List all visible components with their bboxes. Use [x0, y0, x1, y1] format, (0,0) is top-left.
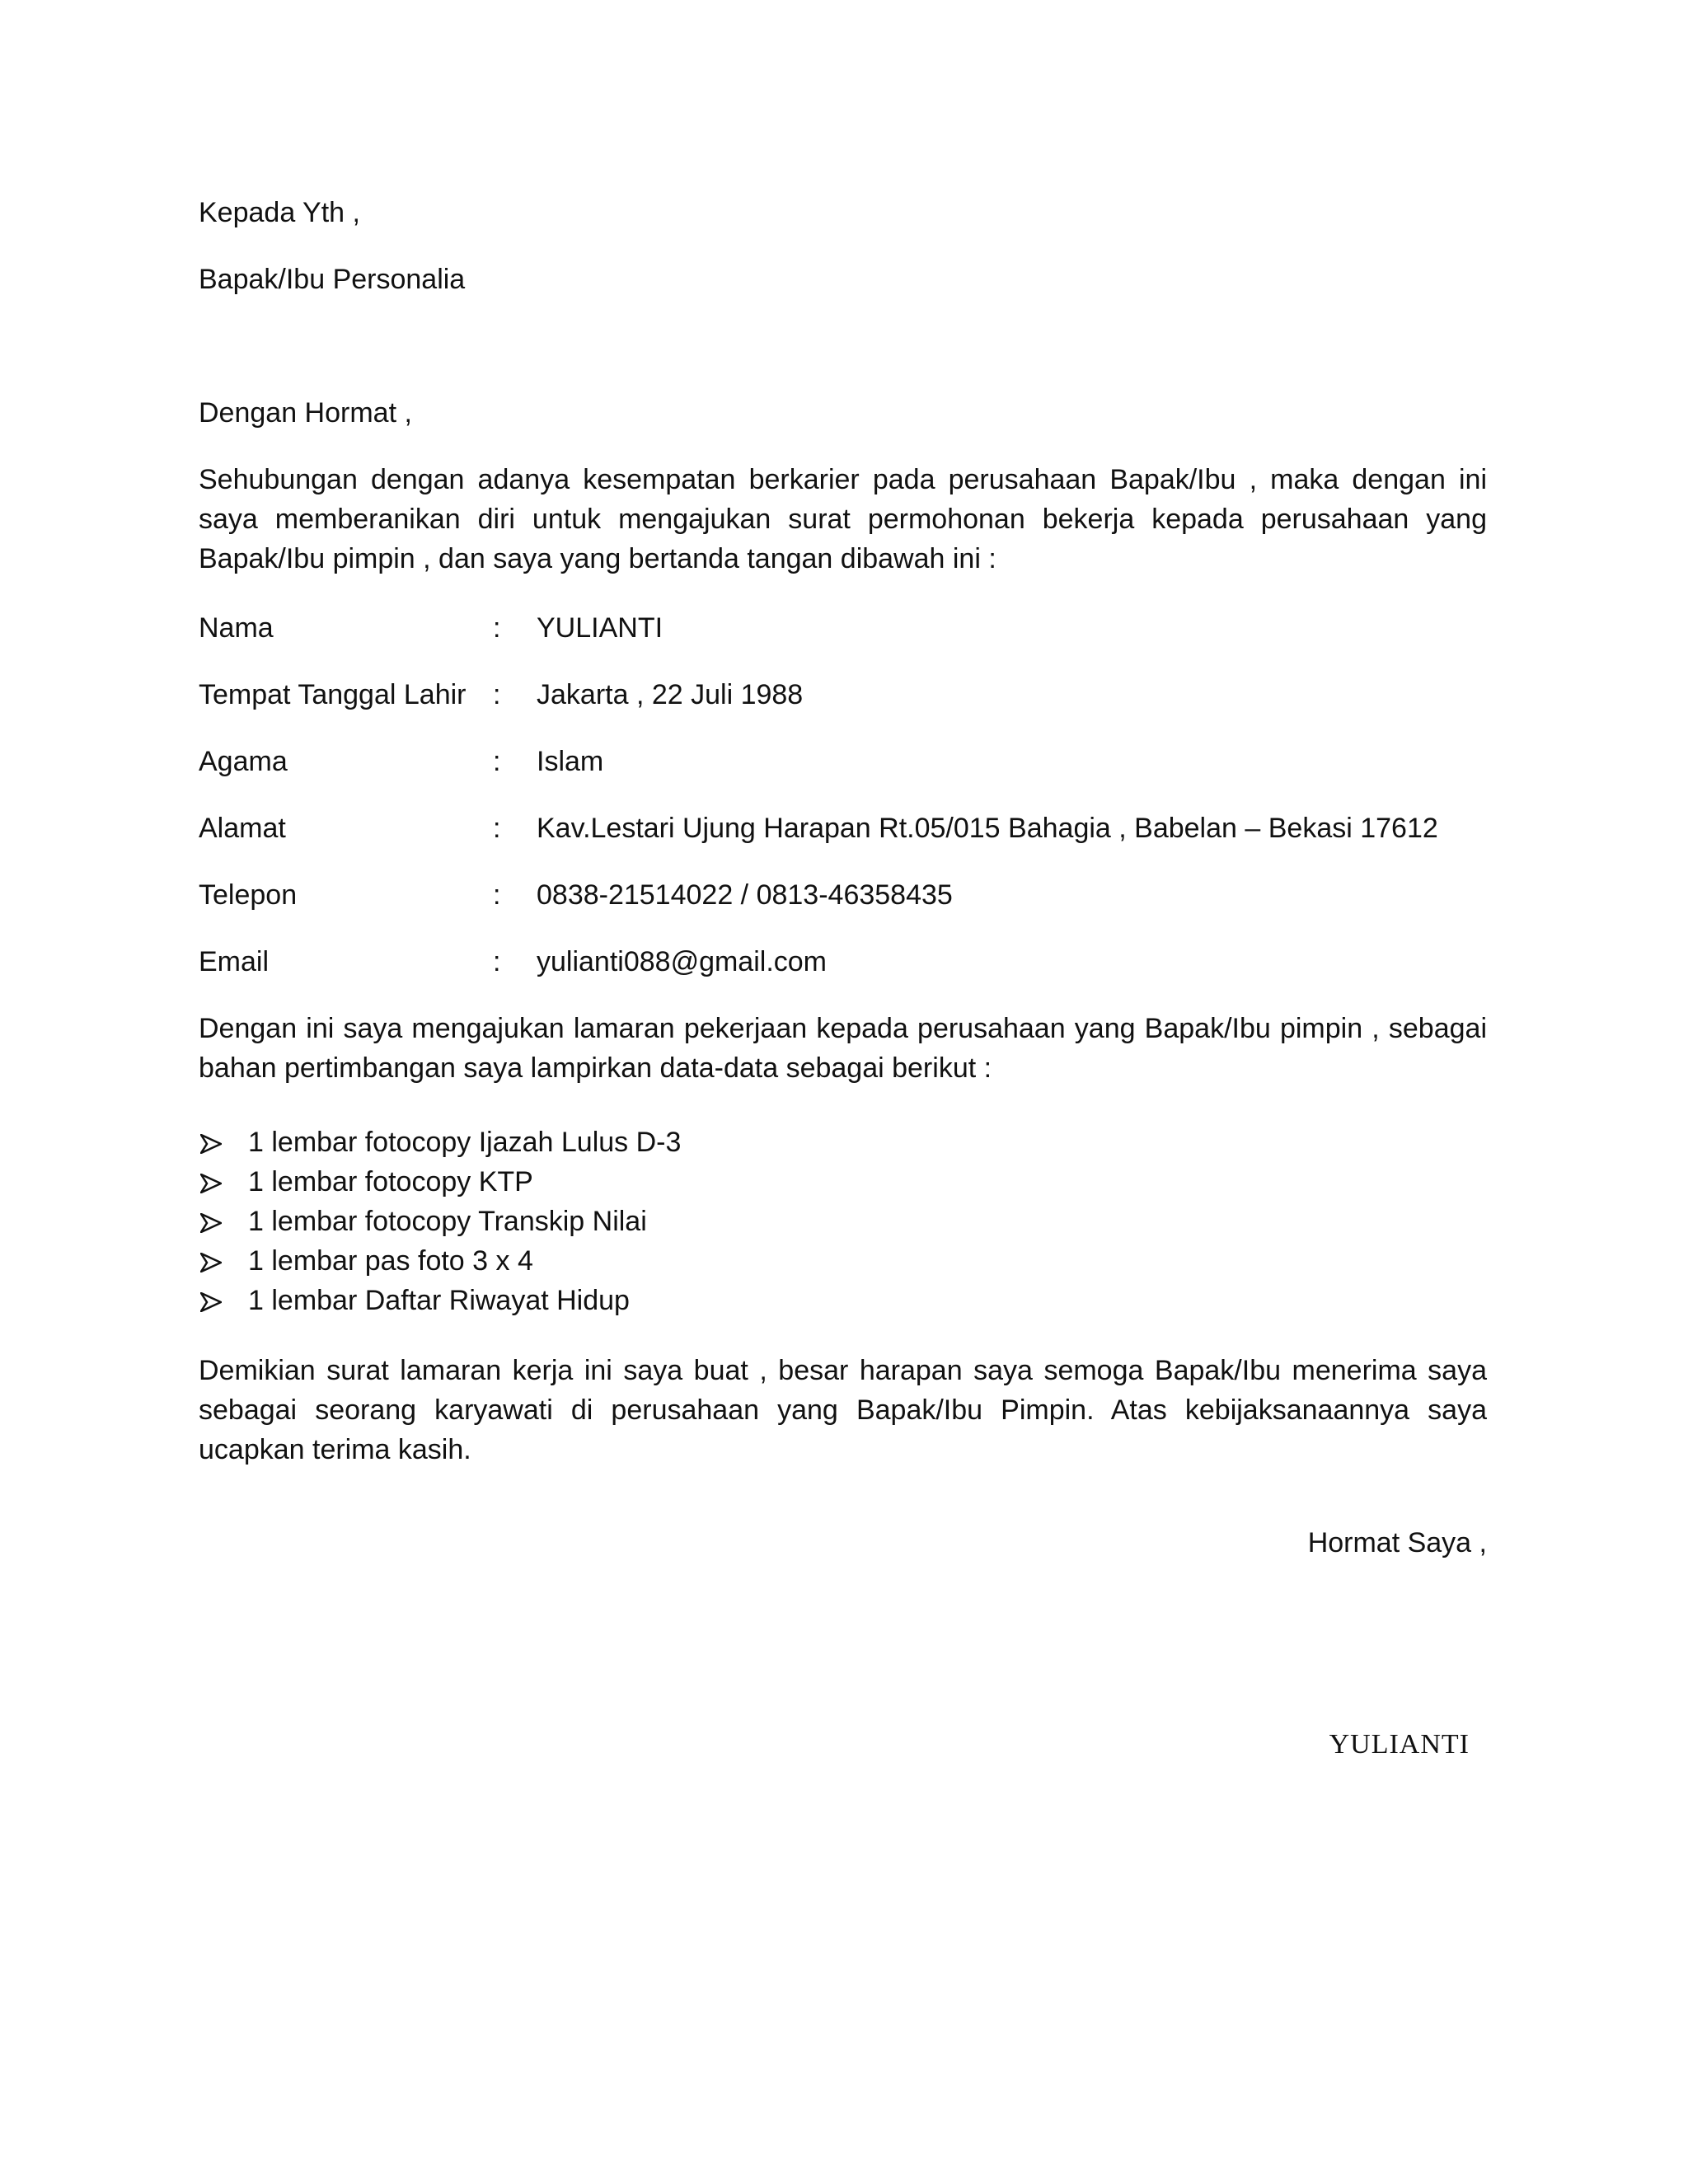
arrowhead-bullet-icon: [199, 1241, 223, 1281]
attachment-paragraph: Dengan ini saya mengajukan lamaran pekerjaan kepada perusahaan yang Bapak/Ibu pimpin , sebagai bahan pertimbangan saya lampirkan data-data sebagai berikut :: [199, 1013, 1487, 1084]
recipient-line-2: Bapak/Ibu Personalia: [199, 264, 466, 295]
arrowhead-bullet-icon: [199, 1162, 223, 1202]
list-item-text: 1 lembar fotocopy Transkip Nilai: [248, 1206, 647, 1237]
list-item-text: 1 lembar fotocopy Ijazah Lulus D-3: [248, 1127, 682, 1158]
signature-name: YULIANTI: [1329, 1729, 1470, 1760]
field-label: Agama: [199, 746, 288, 777]
salutation: Dengan Hormat ,: [199, 397, 412, 429]
list-item-text: 1 lembar fotocopy KTP: [248, 1166, 533, 1197]
field-colon: :: [493, 813, 501, 844]
field-label: Nama: [199, 612, 274, 644]
field-colon: :: [493, 879, 501, 911]
field-value: YULIANTI: [537, 612, 663, 644]
field-value: yulianti088@gmail.com: [537, 946, 828, 977]
field-label: Alamat: [199, 813, 286, 844]
field-value: Islam: [537, 746, 604, 777]
field-value: 0838-21514022 / 0813-46358435: [537, 879, 953, 911]
closing-salutation: Hormat Saya ,: [1307, 1527, 1487, 1558]
list-item-text: 1 lembar pas foto 3 x 4: [248, 1245, 533, 1277]
intro-paragraph: Sehubungan dengan adanya kesempatan berkarier pada perusahaan Bapak/Ibu , maka dengan ini saya memberanikan diri untuk mengajukan surat permohonan bekerja kepada perusahaan yang Bapak/Ibu pimpin , dan saya yang bertanda tangan dibawah ini :: [199, 464, 1487, 574]
field-colon: :: [493, 946, 501, 977]
closing-paragraph: Demikian surat lamaran kerja ini saya buat , besar harapan saya semoga Bapak/Ibu menerima saya sebagai seorang karyawati di perusahaan yang Bapak/Ibu Pimpin. Atas kebijaksanaannya saya ucapkan terima kasih.: [199, 1355, 1487, 1465]
arrowhead-bullet-icon: [199, 1122, 223, 1162]
list-item-text: 1 lembar Daftar Riwayat Hidup: [248, 1285, 630, 1316]
field-colon: :: [493, 679, 501, 710]
field-value: Jakarta , 22 Juli 1988: [537, 679, 804, 710]
field-label: Tempat Tanggal Lahir: [199, 679, 467, 710]
recipient-line-1: Kepada Yth ,: [199, 197, 360, 228]
arrowhead-bullet-icon: [199, 1202, 223, 1241]
arrowhead-bullet-icon: [199, 1281, 223, 1320]
field-label: Telepon: [199, 879, 298, 911]
field-colon: :: [493, 612, 501, 644]
field-value: Kav.Lestari Ujung Harapan Rt.05/015 Bahagia , Babelan – Bekasi 17612: [537, 813, 1438, 844]
field-label: Email: [199, 946, 270, 977]
field-colon: :: [493, 746, 501, 777]
